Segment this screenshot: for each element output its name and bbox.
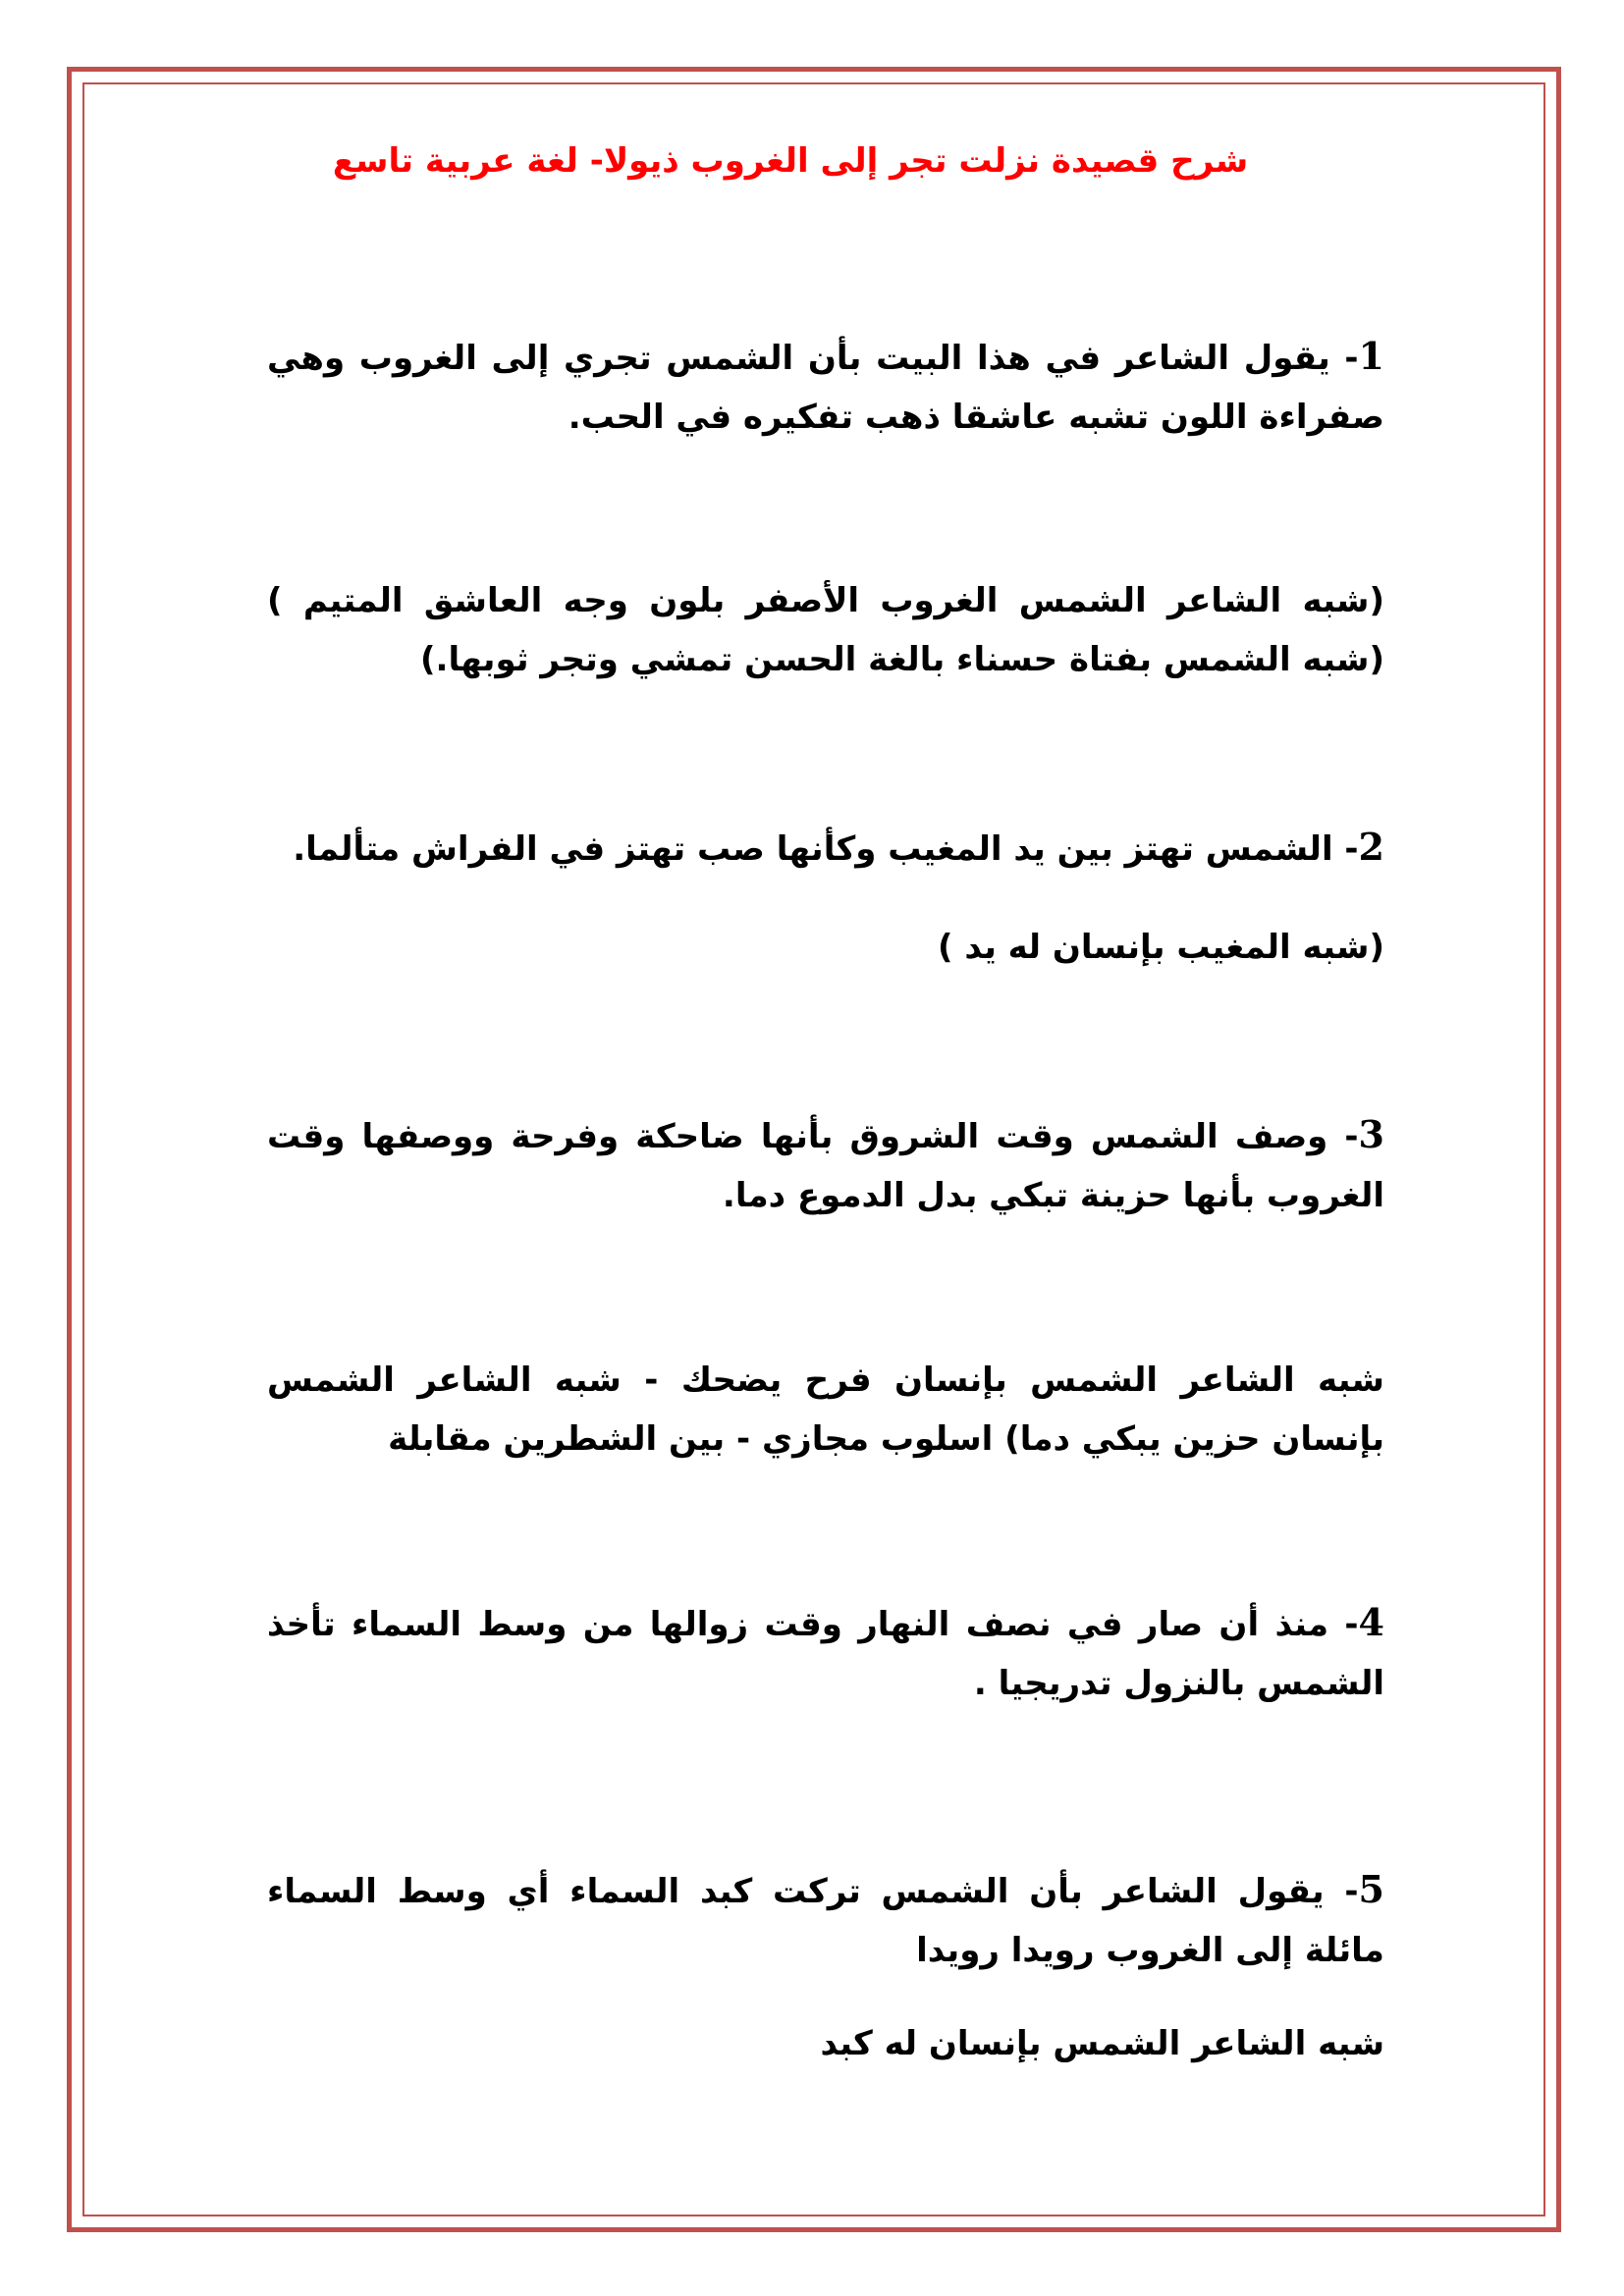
paragraph-number: 1 xyxy=(1358,334,1384,378)
paragraph-text: شبه الشاعر الشمس بإنسان له كبد xyxy=(820,2024,1384,2063)
paragraph-number: 2 xyxy=(1358,825,1384,869)
paragraph-number: 4 xyxy=(1358,1600,1384,1644)
paragraph-text: - يقول الشاعر في هذا البيت بأن الشمس تجري إلى الغروب وهي صفراءة اللون تشبه عاشقا ذهب تفكيره في الحب. xyxy=(267,339,1384,437)
paragraph-text: شبه الشاعر الشمس بإنسان فرح يضحك - شبه الشاعر الشمس بإنسان حزين يبكي دما) اسلوب مجازي - بين الشطرين مقابلة xyxy=(267,1361,1384,1459)
paragraph-number: 3 xyxy=(1358,1112,1384,1156)
paragraph-2-note xyxy=(267,918,1384,977)
paragraph-text: (شبه المغيب بإنسان له يد ) xyxy=(938,928,1384,967)
paragraph-5-note xyxy=(267,2014,1384,2073)
paragraph-text: (شبه الشاعر الشمس الغروب الأصفر بلون وجه العاشق المتيم ) (شبه الشمس بفتاة حسناء بالغة الحسن تمشي وتجر ثوبها.) xyxy=(267,581,1384,679)
paragraph-3-note xyxy=(267,1351,1384,1468)
paragraph-4 xyxy=(267,1593,1384,1713)
document-title: شرح قصيدة نزلت تجر إلى الغروب ذيولا- لغة عربية تاسع xyxy=(332,141,1249,181)
paragraph-2 xyxy=(267,818,1384,879)
paragraph-5 xyxy=(267,1860,1384,1980)
paragraph-3 xyxy=(267,1105,1384,1225)
paragraph-number: 5 xyxy=(1358,1867,1384,1911)
paragraph-text: - الشمس تهتز بين يد المغيب وكأنها صب تهتز في الفراش متألما. xyxy=(293,829,1359,869)
paragraph-1 xyxy=(267,327,1384,447)
paragraph-text: - وصف الشمس وقت الشروق بأنها ضاحكة وفرحة ووصفها وقت الغروب بأنها حزينة تبكي بدل الدموع دما. xyxy=(267,1117,1384,1215)
paragraph-text: - منذ أن صار في نصف النهار وقت زوالها من وسط السماء تأخذ الشمس بالنزول تدريجيا . xyxy=(267,1605,1384,1703)
paragraph-text: - يقول الشاعر بأن الشمس تركت كبد السماء أي وسط السماء مائلة إلى الغروب رويدا رويدا xyxy=(267,1872,1384,1970)
paragraph-1-note xyxy=(267,571,1384,689)
